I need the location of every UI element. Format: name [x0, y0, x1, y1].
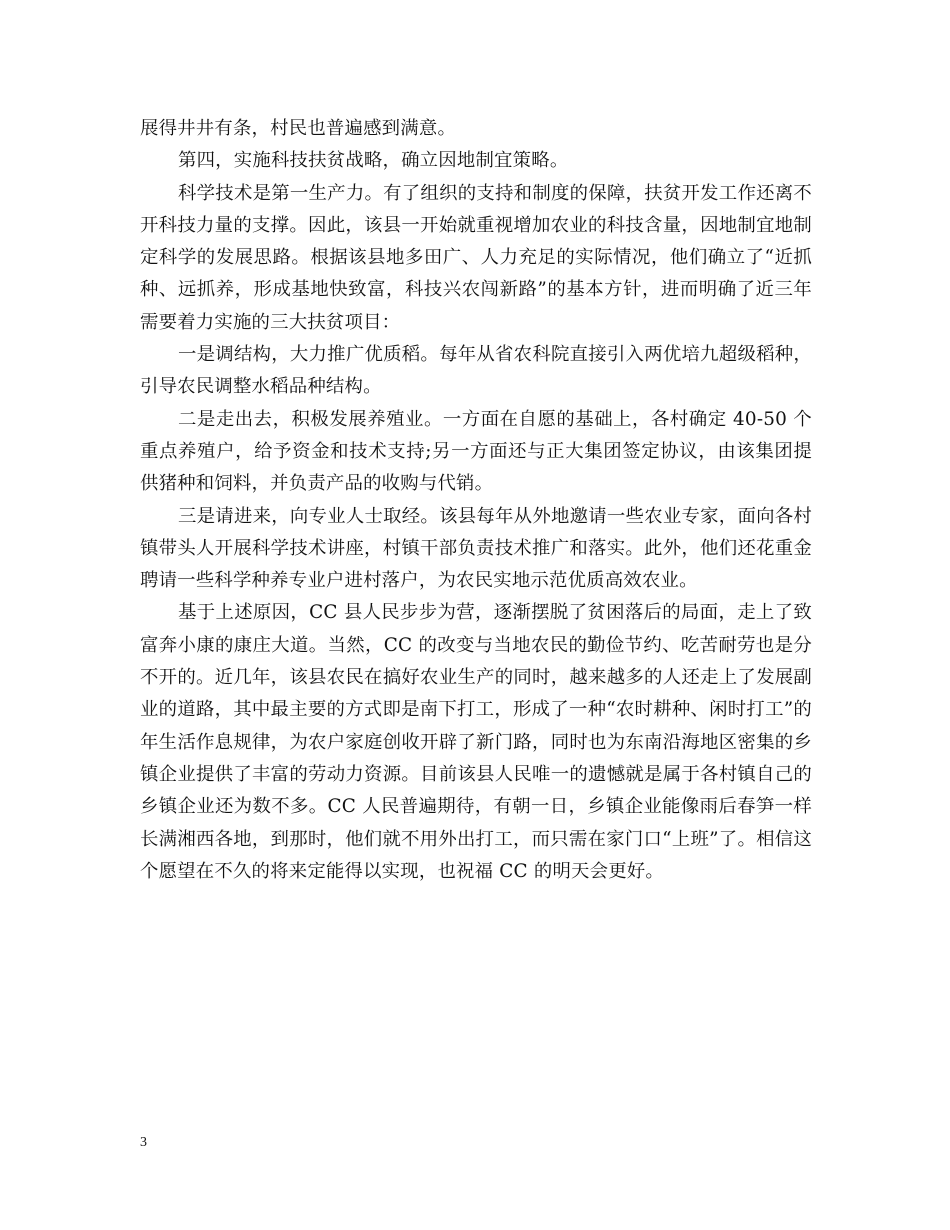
page-number: 3 — [140, 1135, 147, 1150]
paragraph-continuation: 展得井井有条，村民也普遍感到满意。 — [140, 118, 457, 139]
paragraph-item-one: 一是调结构，大力推广优质稻。每年从省农科院直接引入两优培九超级稻种，引导农民调整水稻品种结构。 — [140, 344, 812, 398]
paragraph-science-technology: 科学技术是第一生产力。有了组织的支持和制度的保障，扶贫开发工作还离不开科技力量的支撑。因此，该县一开始就重视增加农业的科技含量，因地制宜地制定科学的发展思路。根据该县地多田广、人力充足的实际情况，他们确立了“近抓种、远抓养，形成基地快致富，科技兴农闯新路”的基本方针，进而明确了近三年需要着力实施的三大扶贫项目： — [140, 182, 812, 333]
paragraph-heading-fourth: 第四，实施科技扶贫战略，确立因地制宜策略。 — [178, 150, 569, 172]
paragraph-item-two: 二是走出去，积极发展养殖业。一方面在自愿的基础上，各村确定 40-50 个重点养殖户，给予资金和技术支持;另一方面还与正大集团签定协议，由该集团提供猪种和饲料，并负责产品的收购与代销。 — [140, 408, 812, 495]
document-body — [140, 113, 812, 888]
paragraph-conclusion: 基于上述原因，CC 县人民步步为营，逐渐摆脱了贫困落后的局面，走上了致富奔小康的康庄大道。当然，CC 的改变与当地农民的勤俭节约、吃苦耐劳也是分不开的。近几年，该县农民在搞好农业生产的同时，越来越多的人还走上了发展副业的道路，其中最主要的方式即是南下打工，形成了一种“农时耕种、闲时打工”的年生活作息规律，为农户家庭创收开辟了新门路，同时也为东南沿海地区密集的乡镇企业提供了丰富的劳动力资源。目前该县人民唯一的遗憾就是属于各村镇自己的乡镇企业还为数不多。CC 人民普遍期待，有朝一日，乡镇企业能像雨后春笋一样长满湘西各地，到那时，他们就不用外出打工，而只需在家门口“上班”了。相信这个愿望在不久的将来定能得以实现，也祝福 CC 的明天会更好。 — [140, 602, 812, 882]
paragraph-item-three: 三是请进来，向专业人士取经。该县每年从外地邀请一些农业专家，面向各村镇带头人开展科学技术讲座，村镇干部负责技术推广和落实。此外，他们还花重金聘请一些科学种养专业户进村落户，为农民实地示范优质高效农业。 — [140, 505, 812, 592]
